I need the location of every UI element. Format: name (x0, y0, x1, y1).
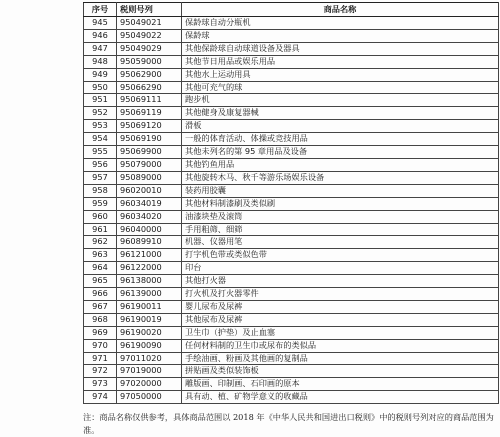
cell-seq: 950 (84, 81, 117, 94)
cell-seq: 957 (84, 171, 117, 184)
table-row (84, 223, 499, 236)
cell-name: 雕版画、印制画、石印画的原本 (182, 378, 499, 391)
table-row (84, 249, 499, 262)
table-row (84, 107, 499, 120)
cell-code: 96138000 (117, 275, 182, 288)
table-row (84, 68, 499, 81)
cell-name: 其他节日用品或娱乐用品 (182, 55, 499, 68)
table-row (84, 146, 499, 159)
table-body (84, 17, 499, 404)
table-row (84, 391, 499, 404)
cell-seq: 966 (84, 288, 117, 301)
cell-seq: 955 (84, 146, 117, 159)
cell-name: 其他旋转木马、秋千等游乐场娱乐设备 (182, 171, 499, 184)
cell-name: 其他未列名的第 95 章用品及设备 (182, 146, 499, 159)
cell-name: 装药用胶囊 (182, 184, 499, 197)
cell-code: 96190019 (117, 313, 182, 326)
header-row (84, 3, 499, 17)
cell-seq: 973 (84, 378, 117, 391)
cell-code: 95069120 (117, 120, 182, 133)
cell-name: 其他可充气的球 (182, 81, 499, 94)
table-row (84, 288, 499, 301)
cell-seq: 964 (84, 262, 117, 275)
cell-seq: 974 (84, 391, 117, 404)
cell-name: 手绘油画、粉画及其他画的复制品 (182, 352, 499, 365)
cell-seq: 951 (84, 94, 117, 107)
cell-code: 95059000 (117, 55, 182, 68)
cell-name: 打字机色带或类似色带 (182, 249, 499, 262)
cell-name: 其他钓鱼用品 (182, 158, 499, 171)
cell-name: 其他水上运动用具 (182, 68, 499, 81)
cell-code: 96034020 (117, 210, 182, 223)
cell-seq: 947 (84, 42, 117, 55)
cell-code: 96020010 (117, 184, 182, 197)
cell-name: 跑步机 (182, 94, 499, 107)
table-row (84, 17, 499, 30)
cell-code: 95049029 (117, 42, 182, 55)
cell-code: 95066290 (117, 81, 182, 94)
cell-code: 96121000 (117, 249, 182, 262)
table-row (84, 55, 499, 68)
tariff-table (83, 2, 499, 404)
cell-name: 打火机及打火器零件 (182, 288, 499, 301)
cell-seq: 969 (84, 326, 117, 339)
table-row (84, 236, 499, 249)
cell-seq: 958 (84, 184, 117, 197)
cell-name: 卫生巾（护垫）及止血塞 (182, 326, 499, 339)
cell-seq: 972 (84, 365, 117, 378)
header-seq: 序号 (84, 3, 117, 17)
cell-code: 96190011 (117, 300, 182, 313)
cell-code: 97020000 (117, 378, 182, 391)
cell-name: 保龄球 (182, 29, 499, 42)
cell-code: 96089910 (117, 236, 182, 249)
cell-code: 97011020 (117, 352, 182, 365)
cell-name: 拼贴画及类似装饰板 (182, 365, 499, 378)
table-row (84, 120, 499, 133)
table-row (84, 81, 499, 94)
cell-seq: 949 (84, 68, 117, 81)
cell-seq: 965 (84, 275, 117, 288)
table-row (84, 313, 499, 326)
cell-code: 97019000 (117, 365, 182, 378)
cell-name: 保龄球自动分瓶机 (182, 17, 499, 30)
header-code: 税则号列 (117, 3, 182, 17)
cell-code: 95069119 (117, 107, 182, 120)
cell-name: 滑板 (182, 120, 499, 133)
cell-seq: 971 (84, 352, 117, 365)
cell-name: 机器、仪器用笔 (182, 236, 499, 249)
cell-name: 其他材料制漆刷及类似刷 (182, 197, 499, 210)
table-row (84, 326, 499, 339)
cell-name: 其他尿布及尿裤 (182, 313, 499, 326)
cell-code: 96139000 (117, 288, 182, 301)
cell-name: 其他打火器 (182, 275, 499, 288)
cell-seq: 968 (84, 313, 117, 326)
cell-seq: 948 (84, 55, 117, 68)
cell-seq: 954 (84, 133, 117, 146)
cell-seq: 970 (84, 339, 117, 352)
table-row (84, 365, 499, 378)
cell-code: 96034019 (117, 197, 182, 210)
cell-name: 油漆块垫及滚筒 (182, 210, 499, 223)
cell-code: 95062900 (117, 68, 182, 81)
cell-code: 95049021 (117, 17, 182, 30)
cell-seq: 956 (84, 158, 117, 171)
table-row (84, 339, 499, 352)
table-row (84, 29, 499, 42)
table-row (84, 94, 499, 107)
table-row (84, 171, 499, 184)
cell-name: 婴儿尿布及尿裤 (182, 300, 499, 313)
table-header (84, 3, 499, 17)
cell-code: 95079000 (117, 158, 182, 171)
cell-code: 95089000 (117, 171, 182, 184)
cell-seq: 962 (84, 236, 117, 249)
cell-name: 手用粗筛、细筛 (182, 223, 499, 236)
cell-name: 其他健身及康复器械 (182, 107, 499, 120)
table-row (84, 378, 499, 391)
cell-name: 具有动、植、矿物学意义的收藏品 (182, 391, 499, 404)
table-row (84, 133, 499, 146)
table-row (84, 275, 499, 288)
cell-code: 96040000 (117, 223, 182, 236)
cell-seq: 959 (84, 197, 117, 210)
cell-code: 95069190 (117, 133, 182, 146)
cell-name: 印台 (182, 262, 499, 275)
cell-seq: 953 (84, 120, 117, 133)
cell-seq: 952 (84, 107, 117, 120)
cell-seq: 967 (84, 300, 117, 313)
table-row (84, 300, 499, 313)
table-row (84, 42, 499, 55)
cell-seq: 961 (84, 223, 117, 236)
cell-code: 95049022 (117, 29, 182, 42)
cell-code: 96190020 (117, 326, 182, 339)
table-row (84, 262, 499, 275)
cell-seq: 946 (84, 29, 117, 42)
table-row (84, 184, 499, 197)
table-row (84, 352, 499, 365)
cell-code: 97050000 (117, 391, 182, 404)
cell-code: 95069111 (117, 94, 182, 107)
header-name: 商品名称 (182, 3, 499, 17)
table-row (84, 210, 499, 223)
cell-code: 95069900 (117, 146, 182, 159)
cell-name: 一般的体育活动、体操或竞技用品 (182, 133, 499, 146)
cell-seq: 960 (84, 210, 117, 223)
cell-seq: 963 (84, 249, 117, 262)
table-row (84, 158, 499, 171)
footnote: 注：商品名称仅供参考，具体商品范围以 2018 年《中华人民共和国进出口税则》中的税则号列对应的商品范围为准。 (83, 412, 494, 435)
cell-name: 任何材料制的卫生巾或尿布的类似品 (182, 339, 499, 352)
cell-seq: 945 (84, 17, 117, 30)
table-row (84, 197, 499, 210)
cell-code: 96190090 (117, 339, 182, 352)
cell-code: 96122000 (117, 262, 182, 275)
cell-name: 其他保龄球自动球道设备及器具 (182, 42, 499, 55)
